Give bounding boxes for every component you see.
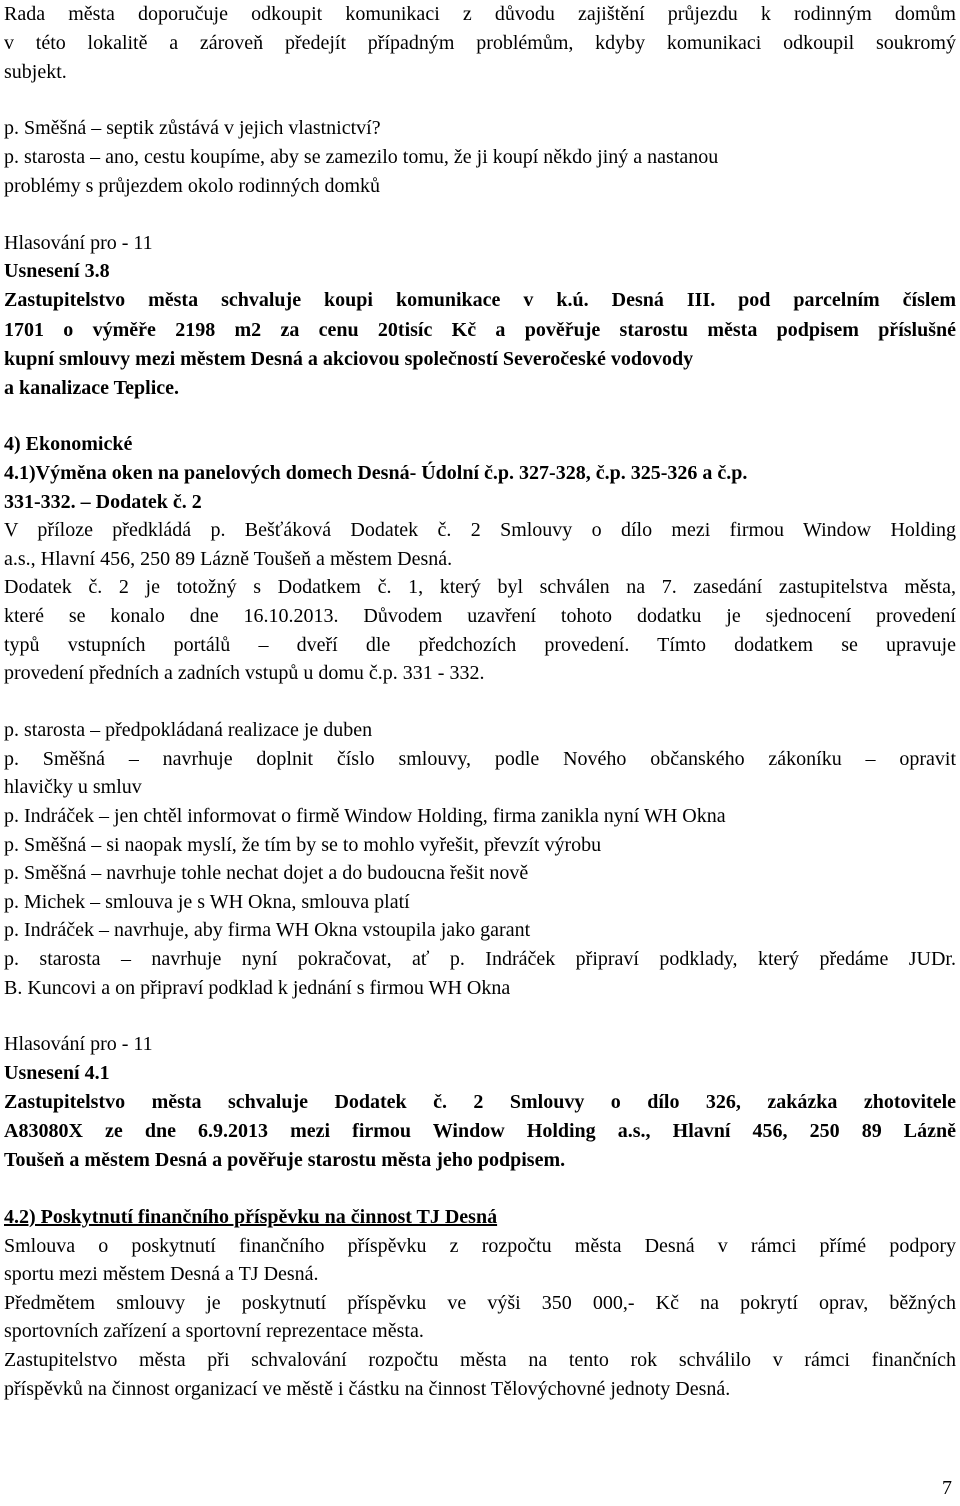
text-line: p. Směšná – navrhuje tohle nechat dojet a do budoucna řešit nově [4, 862, 529, 884]
subsection-heading: 4.2) Poskytnutí finančního příspěvku na činnost TJ Desná [4, 1206, 498, 1228]
vote-result: Hlasování pro - 11 [4, 232, 153, 254]
subsection-heading: 4.1)Výměna oken na panelových domech Desná- Údolní č.p. 327-328, č.p. 325-326 a č.p. [4, 462, 748, 484]
resolution-text: a kanalizace Teplice. [4, 377, 179, 399]
text-line: které se konalo dne 16.10.2013. Důvodem uzavření tohoto dodatku je sjednocení provedení [4, 605, 956, 627]
text-line: p. Směšná – navrhuje doplnit číslo smlouvy, podle Nového občanského zákoníku – opravit [4, 748, 956, 770]
resolution-text: Toušeň a městem Desná a pověřuje starostu města jeho podpisem. [4, 1149, 566, 1171]
text-line: p. Směšná – septik zůstává v jejich vlastnictví? [4, 117, 381, 139]
text-line: p. Směšná – si naopak myslí, že tím by se to mohlo vyřešit, převzít výrobu [4, 834, 602, 856]
text-line: Smlouva o poskytnutí finančního příspěvku z rozpočtu města Desná v rámci přímé podpory [4, 1235, 956, 1257]
section-heading: 4) Ekonomické [4, 433, 133, 455]
text-line: v této lokalitě a zároveň předejít případným problémům, kdyby komunikaci odkoupil soukromý [4, 32, 956, 54]
text-line: p. starosta – ano, cestu koupíme, aby se zamezilo tomu, že ji koupí někdo jiný a nastanou [4, 146, 719, 168]
text-line: Dodatek č. 2 je totožný s Dodatkem č. 1, který byl schválen na 7. zasedání zastupitelstva města, [4, 576, 956, 598]
resolution-text: Zastupitelstvo města schvaluje koupi komunikace v k.ú. Desná III. pod parcelním číslem [4, 289, 956, 311]
text-line: p. Indráček – navrhuje, aby firma WH Okna vstoupila jako garant [4, 919, 531, 941]
resolution-text: Zastupitelstvo města schvaluje Dodatek č. 2 Smlouvy o dílo 326, zakázka zhotovitele [4, 1091, 956, 1113]
text-line: p. Michek – smlouva je s WH Okna, smlouva platí [4, 891, 410, 913]
subsection-heading: 331-332. – Dodatek č. 2 [4, 491, 202, 513]
text-line: typů vstupních portálů – dveří dle předchozích provedení. Tímto dodatkem se upravuje [4, 634, 956, 656]
text-line: B. Kuncovi a on připraví podklad k jednání s firmou WH Okna [4, 977, 511, 999]
text-line: p. Indráček – jen chtěl informovat o firmě Window Holding, firma zanikla nyní WH Okna [4, 805, 726, 827]
text-line: Zastupitelstvo města při schvalování rozpočtu města na tento rok schválilo v rámci finančních [4, 1349, 956, 1371]
text-line: příspěvků na činnost organizací ve městě i částku na činnost Tělovýchovné jednoty Desná. [4, 1378, 731, 1400]
text-line: Předmětem smlouvy je poskytnutí příspěvku ve výši 350 000,- Kč na pokrytí oprav, běžných [4, 1292, 956, 1314]
text-line: V příloze předkládá p. Bešťáková Dodatek č. 2 Smlouvy o dílo mezi firmou Window Holding [4, 519, 956, 541]
text-line: p. starosta – navrhuje nyní pokračovat, ať p. Indráček připraví podklady, který předáme JUDr. [4, 948, 956, 970]
vote-result: Hlasování pro - 11 [4, 1033, 153, 1055]
resolution-number: Usnesení 3.8 [4, 260, 110, 282]
resolution-text: A83080X ze dne 6.9.2013 mezi firmou Window Holding a.s., Hlavní 456, 250 89 Lázně [4, 1120, 956, 1142]
text-line: hlavičky u smluv [4, 776, 142, 798]
resolution-number: Usnesení 4.1 [4, 1062, 110, 1084]
text-line: sportu mezi městem Desná a TJ Desná. [4, 1263, 319, 1285]
resolution-text: 1701 o výměře 2198 m2 za cenu 20tisíc Kč a pověřuje starostu města podpisem příslušné [4, 319, 956, 341]
text-line: provedení předních a zadních vstupů u domu č.p. 331 - 332. [4, 662, 485, 684]
text-line: subjekt. [4, 61, 67, 83]
resolution-text: kupní smlouvy mezi městem Desná a akciovou společností Severočeské vodovody [4, 348, 694, 370]
text-line: Rada města doporučuje odkoupit komunikaci z důvodu zajištění průjezdu k rodinným domům [4, 3, 956, 25]
text-line: p. starosta – předpokládaná realizace je duben [4, 719, 373, 741]
page-number: 7 [942, 1477, 952, 1499]
text-line: problémy s průjezdem okolo rodinných domků [4, 175, 381, 197]
text-line: a.s., Hlavní 456, 250 89 Lázně Toušeň a městem Desná. [4, 548, 453, 570]
text-line: sportovních zařízení a sportovní reprezentace města. [4, 1320, 424, 1342]
